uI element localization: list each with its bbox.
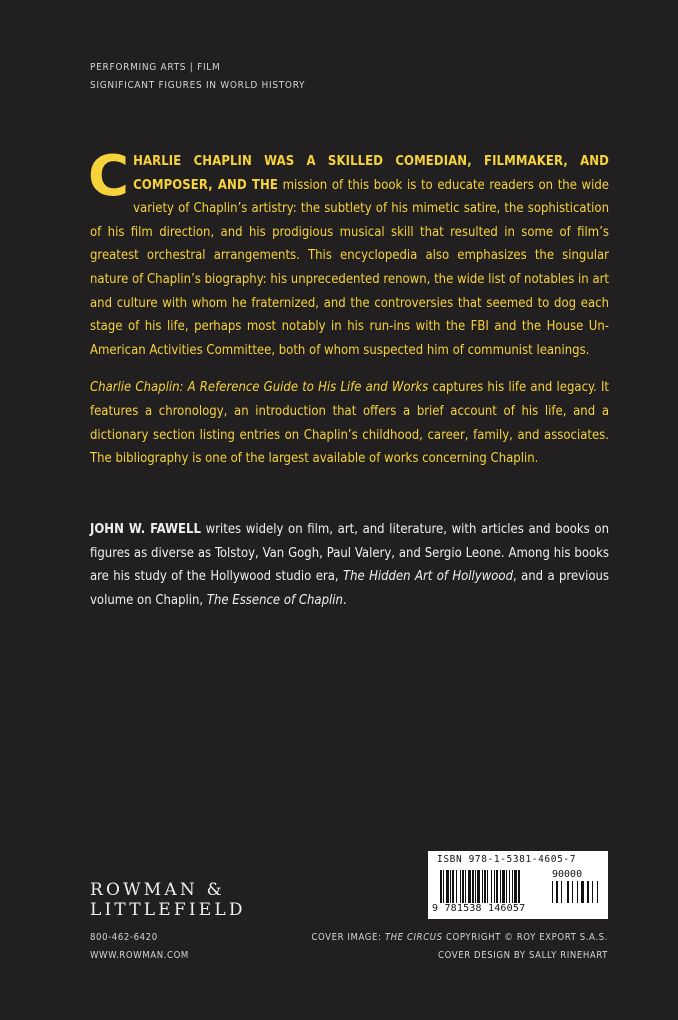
author-text-1: writes widely on film, art, and literature, with articles and books on figures as diverse as Tolstoy, Van Gogh, Paul Valery, and Sergio Leone. Among his books are his study of the Hollywood studio era,	[90, 522, 609, 585]
cover-design-credit: COVER DESIGN BY SALLY RINEHART	[438, 950, 608, 961]
category-line-2: SIGNIFICANT FIGURES IN WORLD HISTORY	[90, 80, 306, 91]
book-description	[88, 144, 609, 471]
author-book-1: The Hidden Art of Hollywood	[342, 569, 514, 585]
publisher-logo-line-1: ROWMAN &	[90, 880, 225, 900]
description-lead: HARLIE CHAPLIN WAS A SKILLED COMEDIAN, FILMMAKER, AND COMPOSER, AND THE	[133, 154, 609, 193]
publisher-phone: 800-462-6420	[90, 932, 158, 943]
drop-cap: C	[88, 144, 130, 209]
isbn-text: ISBN 978-1-5381-4605-7	[437, 854, 577, 865]
category-line-1: PERFORMING ARTS | FILM	[90, 62, 221, 73]
description-paragraph-1	[88, 144, 609, 362]
barcode-digits: 9 781538 146057	[432, 903, 526, 914]
publisher-logo	[90, 880, 246, 920]
author-text-3: .	[342, 592, 347, 608]
publisher-website: WWW.ROWMAN.COM	[90, 950, 189, 961]
description-text-2: captures his life and legacy. It features a chronology, an introduction that offers a brief account of his life, and a dictionary section listing entries on Chaplin’s childhood, career, family, and associates. The bibliography is one of the largest available of works concerning Chaplin.	[90, 380, 609, 467]
author-bio	[90, 518, 609, 612]
publisher-logo-line-2: LITTLEFIELD	[90, 900, 246, 920]
book-title: Charlie Chaplin: A Reference Guide to His Life and Works	[90, 380, 429, 396]
category-labels	[90, 59, 305, 95]
author-book-2: The Essence of Chaplin	[206, 592, 343, 608]
cover-credits	[311, 929, 608, 965]
cover-image-credit: COVER IMAGE: THE CIRCUS COPYRIGHT © ROY EXPORT S.A.S.	[311, 932, 608, 943]
description-paragraph-2	[90, 376, 609, 470]
film-title: THE CIRCUS	[384, 932, 443, 943]
description-text-1: mission of this book is to educate readers on the wide variety of Chaplin’s artistry: the subtlety of his mimetic satire, the sophistication of his film direction, and his prodigious musical skill that resulted in some of film’s greatest orchestral arrangements. This encyclopedia also emphasizes the singular nature of Chaplin’s biography: his unprecedented renown, the wide list of notables in art and culture with whom he fraternized, and the controversies that seemed to dog each stage of his life, perhaps most notably in his run-ins with the FBI and the House Un-American Activities Committee, both of whom suspected him of communist leanings.	[90, 177, 609, 358]
isbn-barcode	[428, 851, 608, 919]
author-text-2: , and a previous volume on Chaplin,	[90, 569, 609, 608]
publisher-contact	[90, 929, 189, 965]
author-name: JOHN W. FAWELL	[90, 522, 201, 537]
price-code: 90000	[552, 869, 583, 880]
